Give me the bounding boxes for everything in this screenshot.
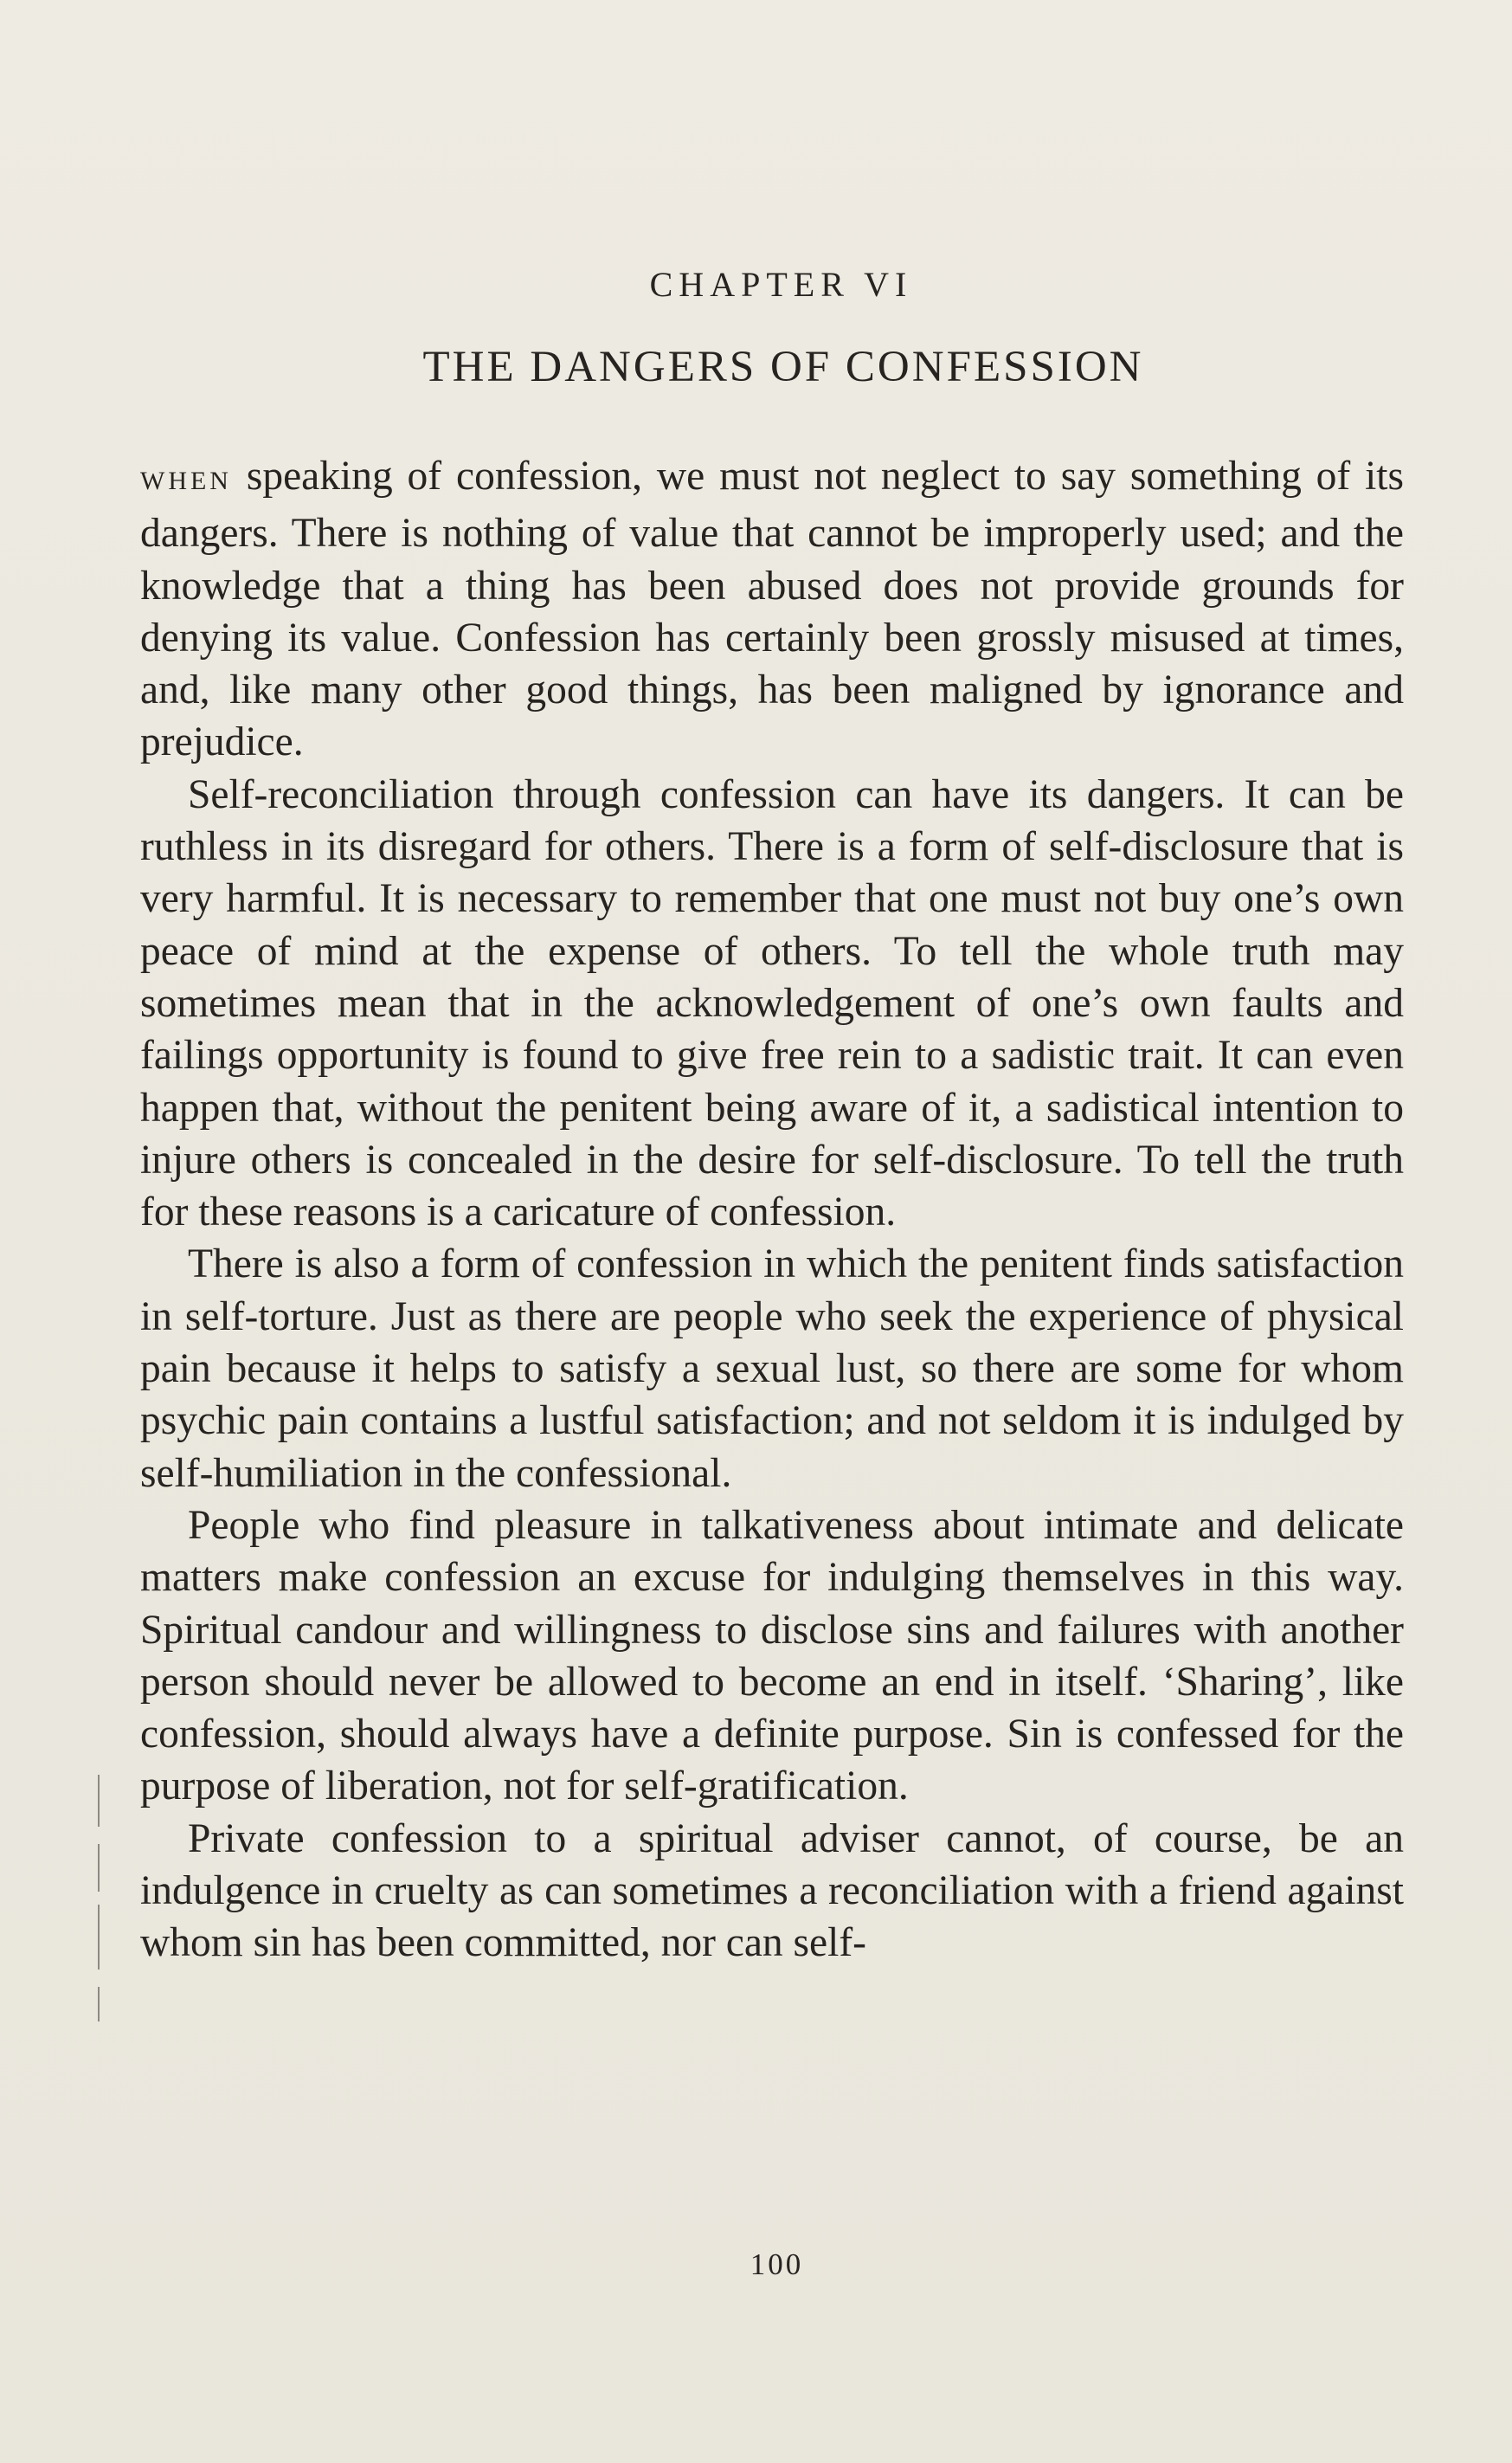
paragraph-3: There is also a form of confession in which the penitent finds satisfaction in self-torture. Just as there are people who seek the experience of physical pain because it helps to satisfy a sexual lust, so there are some for whom psychic pain contains a lustful satisfaction; and not seldom it is indulged by self-humiliation in the confessional.	[140, 1241, 1404, 1496]
body-text	[140, 450, 1404, 1970]
chapter-title: THE DANGERS OF CONFESSION	[422, 343, 1144, 391]
paragraph-2: Self-reconciliation through confession can have its dangers. It can be ruthless in its disregard for others. There is a form of self-disclosure that is very harmful. It is necessary to remember that one must not buy one’s own peace of mind at the expense of others. To tell the whole truth may sometimes mean that in the acknowledgement of one’s own faults and failings opportunity is found to give free rein to a sadistic trait. It can even happen that, without the penitent being aware of it, a sadistical intention to injure others is concealed in the desire for self-disclosure. To tell the truth for these reasons is a caricature of confession.	[140, 771, 1404, 1235]
paragraph-4: People who find pleasure in talkativeness about intimate and delicate matters make confession an excuse for indulging themselves in this way. Spiritual candour and willingness to disclose sins and failures with another person should never be allowed to become an end in itself. ‘Sharing’, like confession, should always have a definite purpose. Sin is confessed for the purpose of liberation, not for self-gratification.	[140, 1502, 1404, 1809]
margin-mark	[98, 1775, 100, 1827]
opening-word: WHEN	[140, 467, 232, 495]
page-number: 100	[750, 2247, 804, 2281]
margin-mark	[98, 1844, 100, 1892]
paragraph-5: Private confession to a spiritual adviser cannot, of course, be an indulgence in cruelty as can sometimes a reconciliation with a friend against whom sin has been committed, nor can self-	[140, 1815, 1404, 1966]
paragraph-1-text: speaking of confession, we must not neglect to say something of its dangers. There is nothing of value that cannot be improperly used; and the knowledge that a thing has been abused does not provide grounds for denying its value. Confession has certainly been grossly misused at times, and, like many other good things, has been maligned by ignorance and prejudice.	[140, 454, 1404, 765]
margin-mark	[98, 1905, 100, 1970]
chapter-number: CHAPTER VI	[649, 265, 913, 304]
paragraph-1	[140, 450, 1404, 769]
margin-mark	[98, 1987, 100, 2021]
